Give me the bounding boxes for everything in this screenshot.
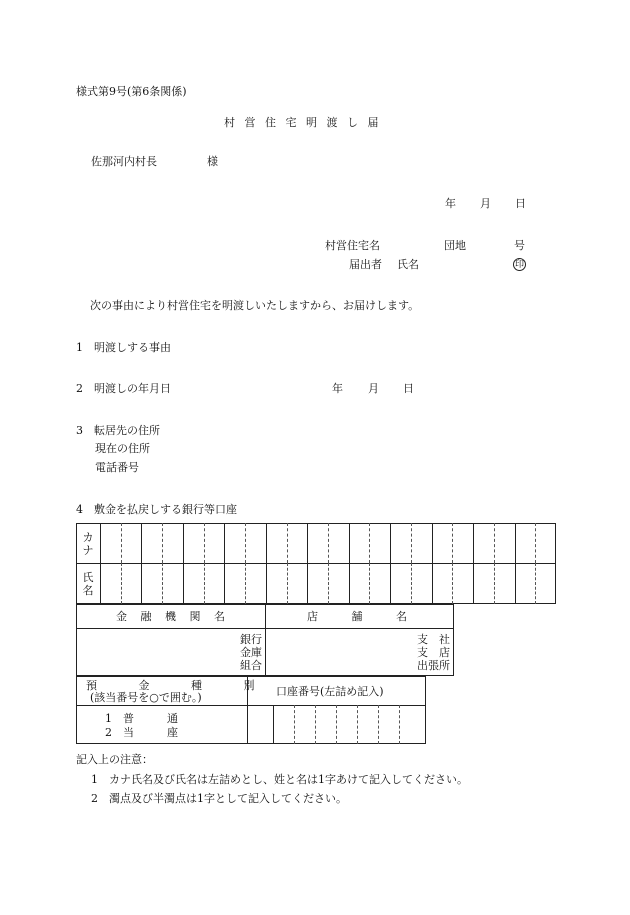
deposit-header-divider bbox=[76, 705, 426, 706]
notes-heading: 記入上の注意： bbox=[76, 753, 153, 766]
institution-branch-divider bbox=[265, 604, 266, 676]
addressee: 佐那河内村長 bbox=[91, 155, 157, 168]
inst-type-shinkin: 金庫 bbox=[240, 646, 262, 659]
name-cell-divider bbox=[224, 563, 225, 604]
name-cell-divider bbox=[183, 563, 184, 604]
name-grid-label-divider bbox=[100, 523, 101, 604]
kana-cell-divider bbox=[411, 523, 412, 563]
complex-label: 団地 bbox=[444, 239, 466, 252]
date-month: 月 bbox=[480, 197, 491, 210]
item-vacate-date: 2 明渡しの年月日 bbox=[76, 382, 171, 395]
kana-cell-divider bbox=[349, 523, 350, 563]
name-cell-divider bbox=[369, 563, 370, 604]
name-cell-divider bbox=[390, 563, 391, 604]
kana-label: カ ナ bbox=[82, 531, 94, 557]
kana-cell-divider bbox=[204, 523, 205, 563]
name-cell-divider bbox=[307, 563, 308, 604]
item-bank-account: 4 敷金を払戻しする銀行等口座 bbox=[76, 503, 237, 516]
account-cell-divider bbox=[336, 705, 337, 744]
name-cell-divider bbox=[204, 563, 205, 604]
deposit-header: 預 金 種 別 bbox=[86, 679, 255, 692]
kana-cell-divider bbox=[369, 523, 370, 563]
addressee-honorific: 様 bbox=[207, 155, 218, 168]
kana-cell-divider bbox=[266, 523, 267, 563]
filer-label: 届出者 bbox=[349, 258, 382, 271]
name-cell-divider bbox=[141, 563, 142, 604]
name-cell-divider bbox=[452, 563, 453, 604]
intro-text: 次の事由により村営住宅を明渡しいたしますから、お届けします。 bbox=[90, 299, 420, 312]
kana-cell-divider bbox=[515, 523, 516, 563]
vacate-year: 年 bbox=[332, 382, 343, 395]
kana-cell-divider bbox=[307, 523, 308, 563]
account-cell-divider bbox=[378, 705, 379, 744]
account-number-header: 口座番号(左詰め記入) bbox=[276, 685, 384, 698]
name-cell-divider bbox=[162, 563, 163, 604]
item-current-address: 現在の住所 bbox=[95, 442, 150, 455]
name-cell-divider bbox=[535, 563, 536, 604]
kana-cell-divider bbox=[328, 523, 329, 563]
vacate-month: 月 bbox=[368, 382, 379, 395]
name-cell-divider bbox=[494, 563, 495, 604]
name-cell-divider bbox=[266, 563, 267, 604]
name-cell-divider bbox=[432, 563, 433, 604]
deposit-option-current[interactable]: 2 当 座 bbox=[105, 726, 178, 739]
name-grid-divider bbox=[76, 563, 556, 564]
branch-type-branch: 支 店 bbox=[417, 646, 450, 659]
kana-cell-divider bbox=[473, 523, 474, 563]
vacate-day: 日 bbox=[403, 382, 414, 395]
form-number: 様式第9号(第6条関係) bbox=[76, 85, 187, 98]
kana-cell-divider bbox=[390, 523, 391, 563]
date-year: 年 bbox=[445, 197, 456, 210]
note-line: 1 カナ氏名及び氏名は左詰めとし、姓と名は1字あけて記入してください。 bbox=[91, 773, 468, 786]
account-cell-divider bbox=[399, 705, 400, 744]
inst-type-union: 組合 bbox=[240, 659, 262, 672]
item-new-address: 3 転居先の住所 bbox=[76, 424, 160, 437]
account-cell-divider bbox=[294, 705, 295, 744]
kana-cell-divider bbox=[432, 523, 433, 563]
name-cell-divider bbox=[515, 563, 516, 604]
name-cell-divider bbox=[473, 563, 474, 604]
branch-type-office: 支 社 bbox=[417, 633, 450, 646]
branch-header: 店 舗 名 bbox=[307, 610, 407, 623]
deposit-option-ordinary[interactable]: 1 普 通 bbox=[105, 712, 178, 725]
name-label: 氏名 bbox=[397, 258, 419, 271]
kana-cell-divider bbox=[494, 523, 495, 563]
name-cell-divider bbox=[328, 563, 329, 604]
branch-type-agency: 出張所 bbox=[417, 659, 450, 672]
name-cell-divider bbox=[121, 563, 122, 604]
item-phone: 電話番号 bbox=[95, 461, 139, 474]
kana-cell-divider bbox=[224, 523, 225, 563]
housing-name-label: 村営住宅名 bbox=[325, 239, 380, 252]
kana-cell-divider bbox=[183, 523, 184, 563]
name-cell-divider bbox=[411, 563, 412, 604]
kana-cell-divider bbox=[245, 523, 246, 563]
name-cell-divider bbox=[287, 563, 288, 604]
note-line: 2 濁点及び半濁点は1字として記入してください。 bbox=[91, 792, 347, 805]
kana-cell-divider bbox=[452, 523, 453, 563]
institution-header: 金 融 機 関 名 bbox=[116, 610, 230, 623]
name-cell-divider bbox=[349, 563, 350, 604]
name-cell-divider bbox=[245, 563, 246, 604]
kana-cell-divider bbox=[162, 523, 163, 563]
account-cell-divider bbox=[315, 705, 316, 744]
account-cell-divider bbox=[273, 705, 274, 744]
account-cell-divider bbox=[357, 705, 358, 744]
kana-cell-divider bbox=[287, 523, 288, 563]
seal-icon: 印 bbox=[514, 260, 524, 270]
deposit-subheader: (該当番号を○で囲む。) bbox=[90, 691, 202, 704]
item-reason: 1 明渡しする事由 bbox=[76, 341, 171, 354]
branch-input[interactable] bbox=[270, 632, 395, 672]
inst-type-bank: 銀行 bbox=[240, 633, 262, 646]
institution-input[interactable] bbox=[80, 622, 260, 672]
kana-cell-divider bbox=[121, 523, 122, 563]
number-label: 号 bbox=[514, 239, 525, 252]
kana-cell-divider bbox=[535, 523, 536, 563]
page-title: 村 営 住 宅 明 渡 し 届 bbox=[224, 116, 382, 129]
name-label-cell: 氏 名 bbox=[82, 571, 94, 597]
kana-cell-divider bbox=[141, 523, 142, 563]
date-day: 日 bbox=[515, 197, 526, 210]
